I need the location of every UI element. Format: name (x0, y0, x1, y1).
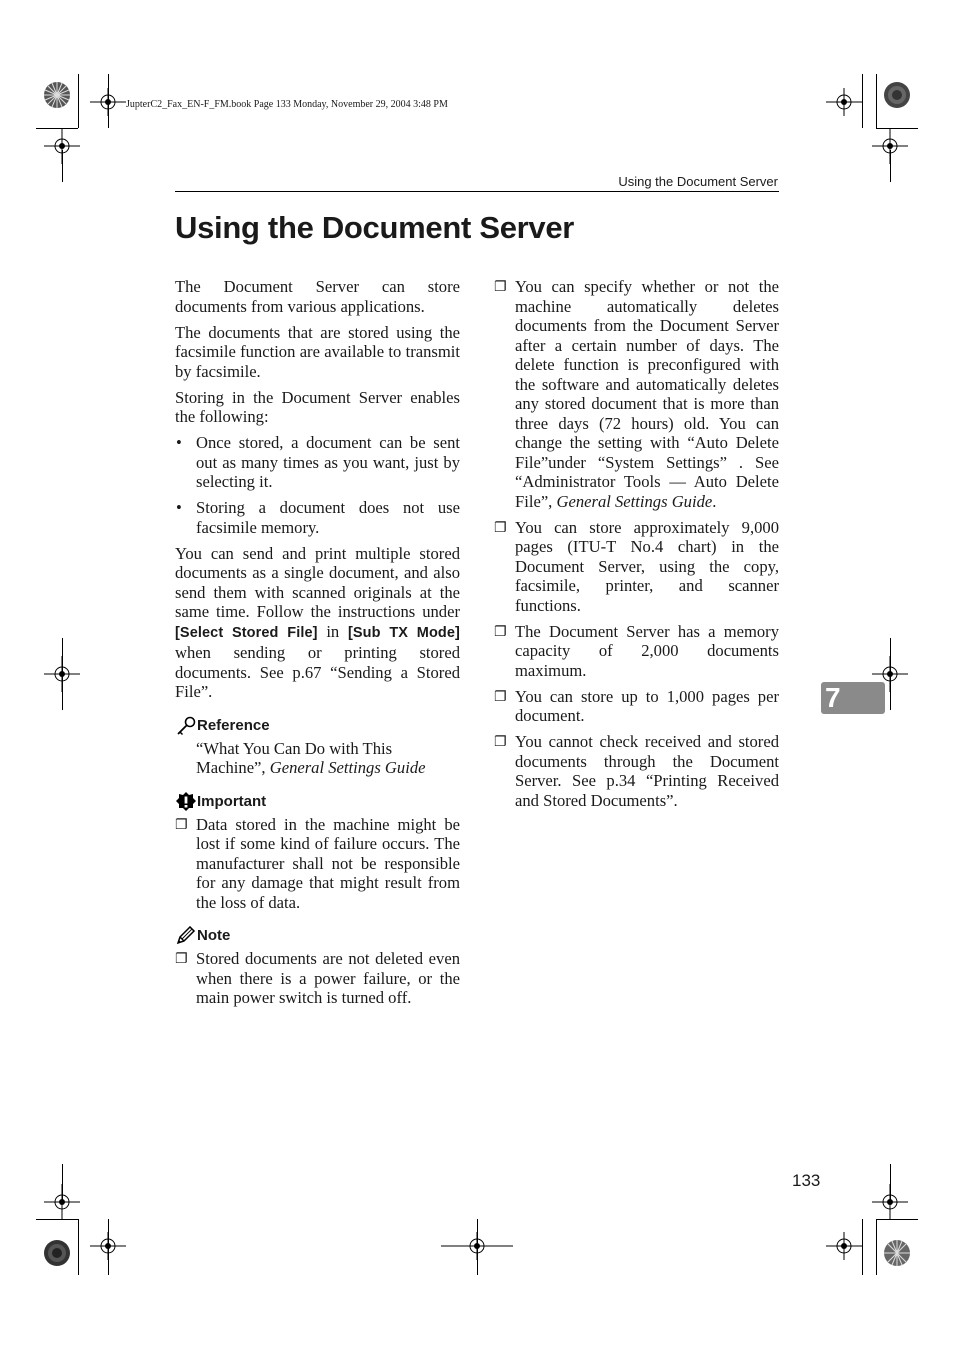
list-item (175, 433, 460, 492)
reference-book-title: General Settings Guide (269, 758, 426, 777)
chapter-tab (821, 682, 885, 714)
key-select-stored-file: [Select Stored File] (175, 624, 318, 641)
list-item-text: You can store approximately 9,000 pages (ITU-T No.4 chart) in the Document Server, using the copy, facsimile, printer, and scanner functions. (515, 517, 779, 615)
checkbox-marker-icon: ❐ (494, 519, 507, 536)
bullet-marker: • (176, 433, 182, 452)
book-title: General Settings Guide (556, 491, 713, 511)
checkbox-marker-icon: ❐ (175, 816, 188, 833)
bullet-list (175, 433, 460, 537)
paragraph-text: when sending or printing stored documents. See p.67 “Sending a Stored File”. (175, 643, 460, 701)
list-item (494, 277, 779, 511)
reference-text (175, 739, 460, 778)
list-item-text: Once stored, a document can be sent out as many times as you want, just by selecting it. (196, 433, 460, 491)
list-item (175, 949, 460, 1008)
left-column (175, 277, 460, 1014)
pencil-icon (175, 926, 197, 946)
note-heading (175, 926, 460, 946)
list-item-text: Data stored in the machine might be lost if some kind of failure occurs. The manufacturer shall not be responsible for any damage that might result from the loss of data. (196, 814, 460, 912)
list-item (494, 732, 779, 810)
important-list (175, 815, 460, 913)
reference-key-icon (175, 716, 197, 736)
page-number: 133 (792, 1171, 821, 1190)
important-heading (175, 792, 460, 812)
list-item-text: You can specify whether or not the machine automatically deletes documents from the Document Server after a certain number of days. The delete function is preconfigured with the software and automatically deletes any stored document that is more than three days (72 hours) old. You can change the setting with “Auto Delete File”under “System Settings” . See “Administrator Tools — Auto Delete File”, (515, 277, 779, 511)
checkbox-marker-icon: ❐ (175, 951, 188, 967)
crosshair-icon (826, 1232, 862, 1260)
reference-heading-label: Reference (197, 716, 270, 734)
info-list (494, 277, 779, 810)
send-paragraph (175, 544, 460, 702)
note-list (175, 949, 460, 1008)
file-info: JupterC2_Fax_EN-F_FM.book Page 133 Monday, November 29, 2004 3:48 PM (126, 99, 448, 110)
intro-paragraph: The documents that are stored using the facsimile function are available to transmit by facsimile. (175, 322, 460, 381)
color-wheel-icon (42, 1238, 72, 1268)
list-item (494, 622, 779, 681)
color-wheel-icon (882, 80, 912, 110)
checkbox-marker-icon: ❐ (494, 734, 507, 750)
checkbox-marker-icon: ❐ (494, 279, 507, 295)
list-item (175, 498, 460, 537)
reference-heading (175, 716, 460, 736)
color-wheel-icon (42, 80, 72, 110)
list-item-text: You can store up to 1,000 pages per document. (515, 686, 779, 725)
key-sub-tx-mode: [Sub TX Mode] (347, 624, 460, 641)
list-item-text: Storing a document does not use facsimile memory. (196, 498, 460, 537)
header-rule (175, 191, 779, 192)
intro-paragraph: Storing in the Document Server enables the following: (175, 387, 460, 426)
note-heading-label: Note (197, 927, 231, 945)
list-item-text: The Document Server has a memory capacity of 2,000 documents maximum. (515, 621, 779, 680)
important-heading-label: Important (197, 792, 267, 810)
paragraph-text: You can send and print multiple stored documents as a single document, and also send them with scanned originals at the same time. Follow the instructions under (175, 543, 460, 621)
list-item (175, 815, 460, 913)
reference-body: “What You Can Do with This Machine”, (196, 738, 393, 777)
checkbox-marker-icon: ❐ (494, 623, 507, 640)
list-item-end: . (712, 491, 717, 511)
chapter-number: 7 (825, 682, 841, 713)
list-item-text: You cannot check received and stored documents through the Document Server. See p.34 “Printing Received and Stored Documents”. (515, 732, 779, 810)
important-icon (175, 792, 197, 812)
paragraph-text: in (317, 621, 348, 641)
running-head: Using the Document Server (618, 174, 778, 189)
page-title: Using the Document Server (175, 210, 575, 245)
bullet-marker: • (176, 498, 182, 517)
list-item (494, 518, 779, 616)
right-column (494, 277, 779, 817)
crosshair-icon (826, 88, 862, 116)
list-item (494, 687, 779, 726)
list-item-text: Stored documents are not deleted even when there is a power failure, or the main power switch is turned off. (196, 949, 460, 1007)
intro-paragraph: The Document Server can store documents from various applications. (175, 277, 460, 316)
color-wheel-icon (882, 1238, 912, 1268)
checkbox-marker-icon: ❐ (494, 688, 507, 705)
